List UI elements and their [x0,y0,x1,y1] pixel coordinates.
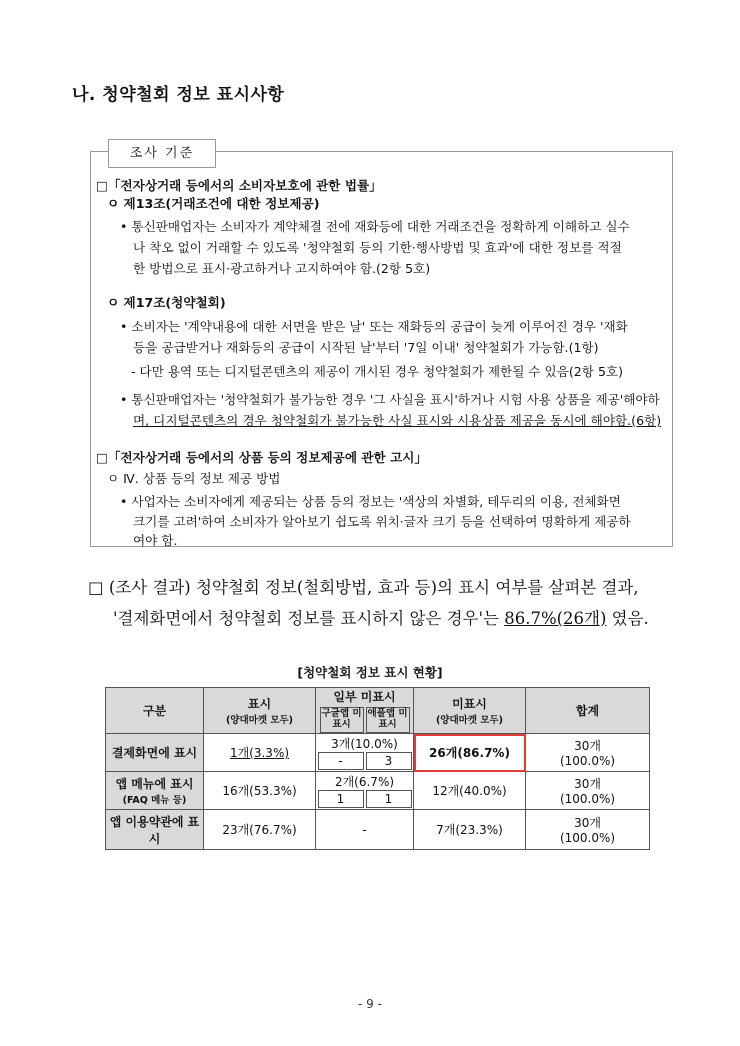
result-label: □ (조사 결과) [88,578,191,597]
row-total [526,810,650,850]
row-label [106,810,204,850]
row-total-pct: (100.0%) [559,792,616,806]
article-17-text-5: 며, 디지털콘텐츠의 경우 청약철회가 불가능한 사실 표시와 시용상품 제공을 동시에 해야함.(6항) [133,413,662,428]
header-partial-label: 일부 미표시 [333,690,396,704]
row-total [526,734,650,772]
survey-criteria-tab: 조사 기준 [108,139,216,168]
row-total-count: 30개 [574,816,601,830]
row-apple-value: 3 [366,752,412,770]
header-nodisplay-sub: (양대마켓 모두) [435,715,504,726]
table-row [106,772,650,810]
row-total-count: 30개 [574,739,601,753]
result-line-1 [88,574,639,598]
row-display [204,772,316,810]
row-total-pct: (100.0%) [559,831,616,845]
row-partial-value: - [362,822,367,837]
result-text: 청약철회 정보(철회방법, 효과 등)의 표시 여부를 살펴본 결과, [190,578,639,597]
table-title: [청약철회 정보 표시 현황] [297,665,443,680]
row-partial [316,734,414,772]
notice-text-2: 크기를 고려'하여 소비자가 알아보기 쉽도록 위치·글자 크기 등을 선택하여 명확하게 제공하 [133,514,631,529]
row-label-text: 앱 이용약관에 표시 [109,814,200,846]
row-apple-value: 1 [366,790,412,808]
article-13-text-1: • 통신판매업자는 소비자가 계약체결 전에 재화등에 대한 거래조건을 정확하게 이해하고 실수 [120,219,630,234]
table-header-row [106,688,650,734]
row-label [106,772,204,810]
row-display-value: 1개(3.3%) [229,746,290,760]
notice-title: □「전자상거래 등에서의 상품 등의 정보제공에 관한 고시」 [96,450,428,465]
row-label-text: 앱 메뉴에 표시 [115,777,194,791]
header-google: 구글앱 미표시 [320,707,364,733]
section-title: 나. 청약철회 정보 표시사항 [72,85,285,105]
article-13-text-3: 한 방법으로 표시·광고하거나 고지하여야 함.(2항 5호) [133,261,431,276]
header-display-label: 표시 [247,697,272,711]
row-display [204,734,316,772]
result-connector: 는 [483,609,505,628]
article-17-heading: ㅇ 제17조(청약철회) [107,295,226,310]
notice-text-1: • 사업자는 소비자에게 제공되는 상품 등의 정보는 '색상의 차별화, 테두리의 이용, 전체화면 [120,494,621,509]
notice-text-3: 여야 함. [133,533,178,548]
table-row [106,810,650,850]
header-display [204,688,316,734]
header-category: 구분 [106,688,204,734]
row-partial [316,772,414,810]
table-row [106,734,650,772]
row-nodisplay [414,810,526,850]
withdrawal-info-table [105,687,650,850]
row-display [204,810,316,850]
row-label-text: 결제화면에 표시 [111,746,198,760]
row-nodisplay [414,772,526,810]
result-quote: '결제화면에서 청약철회 정보를 표시하지 않은 경우' [113,609,484,628]
row-label-sub: (FAQ 메뉴 등) [122,795,187,806]
row-nodisplay-value: 26개(86.7%) [429,746,510,760]
row-display-value: 16개(53.3%) [222,784,297,798]
article-17-text-2: 등을 공급받거나 재화등의 공급이 시작된 날'부터 '7일 이내' 청약철회가 가능함.(1항) [133,340,599,355]
header-nodisplay [414,688,526,734]
result-value: 86.7%(26개) [504,609,607,628]
row-partial-value: 2개(6.7%) [334,775,395,789]
row-partial [316,810,414,850]
row-nodisplay [414,734,526,772]
header-total: 합계 [526,688,650,734]
row-nodisplay-value: 12개(40.0%) [432,784,507,798]
row-partial-value: 3개(10.0%) [331,737,398,751]
article-17-text-3: - 다만 용역 또는 디지털콘텐츠의 제공이 개시된 경우 청약철회가 제한될 수 있음(2항 5호) [131,364,624,379]
header-display-sub: (양대마켓 모두) [225,715,294,726]
result-end: 였음. [606,609,649,628]
notice-section-iv: ㅇ Ⅳ. 상품 등의 정보 제공 방법 [107,471,281,486]
law-ecommerce-title: □「전자상거래 등에서의 소비자보호에 관한 법률」 [96,178,382,193]
header-nodisplay-label: 미표시 [452,697,487,711]
row-google-value: 1 [318,790,364,808]
article-17-text-4: • 통신판매업자는 '청약철회가 불가능한 경우 '그 사실을 표시'하거나 시험 사용 상품을 제공'해야하 [120,392,660,407]
page-number: - 9 - [358,997,382,1011]
result-line-2 [113,605,649,629]
row-google-value: - [318,752,364,770]
row-display-value: 23개(76.7%) [222,823,297,837]
article-17-text-1: • 소비자는 '계약내용에 대한 서면을 받은 날' 또는 재화등의 공급이 늦게 이루어진 경우 '재화 [120,319,628,334]
header-partial [316,688,414,734]
row-label [106,734,204,772]
header-apple: 애플앱 미표시 [366,707,410,733]
row-total [526,772,650,810]
article-13-text-2: 나 착오 없이 거래할 수 있도록 '청약철회 등의 기한·행사방법 및 효과'에 대한 정보를 적절 [133,240,622,255]
row-total-pct: (100.0%) [559,754,616,768]
row-nodisplay-value: 7개(23.3%) [436,823,503,837]
row-total-count: 30개 [574,777,601,791]
article-13-heading: ㅇ 제13조(거래조건에 대한 정보제공) [107,196,320,211]
